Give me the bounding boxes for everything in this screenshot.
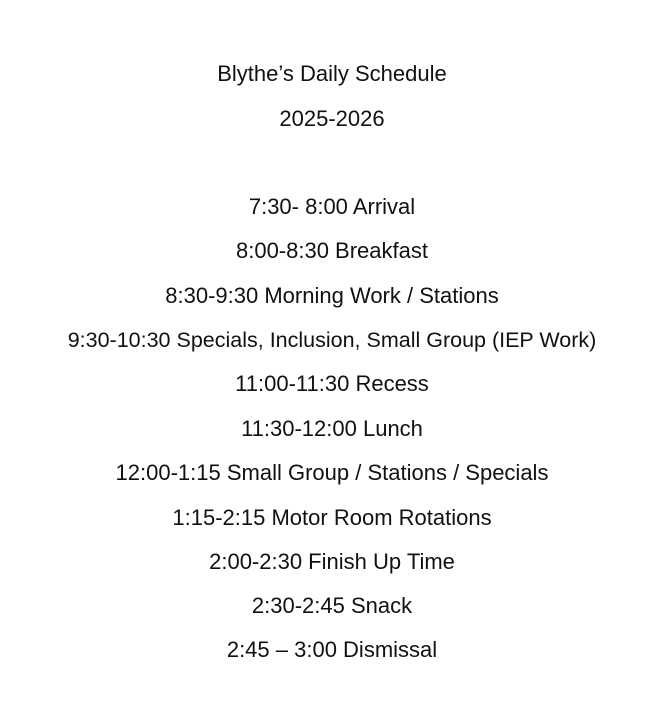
school-year: 2025-2026 bbox=[279, 106, 385, 131]
schedule-item: 11:00-11:30 Recess bbox=[235, 371, 429, 396]
schedule-item: 7:30- 8:00 Arrival bbox=[248, 194, 416, 219]
schedule-item: 9:30-10:30 Specials, Inclusion, Small Group (IEP Work) bbox=[67, 328, 597, 352]
schedule-item: 11:30-12:00 Lunch bbox=[241, 416, 423, 441]
schedule-item: 1:15-2:15 Motor Room Rotations bbox=[172, 505, 492, 530]
schedule-item: 2:45 – 3:00 Dismissal bbox=[226, 637, 438, 662]
schedule-item: 8:00-8:30 Breakfast bbox=[235, 238, 428, 263]
schedule-item: 8:30-9:30 Morning Work / Stations bbox=[165, 283, 499, 308]
document-title: Blythe’s Daily Schedule bbox=[217, 61, 447, 86]
schedule-item: 2:00-2:30 Finish Up Time bbox=[209, 549, 455, 574]
schedule-item: 12:00-1:15 Small Group / Stations / Specials bbox=[115, 460, 549, 485]
schedule-item: 2:30-2:45 Snack bbox=[251, 593, 413, 618]
